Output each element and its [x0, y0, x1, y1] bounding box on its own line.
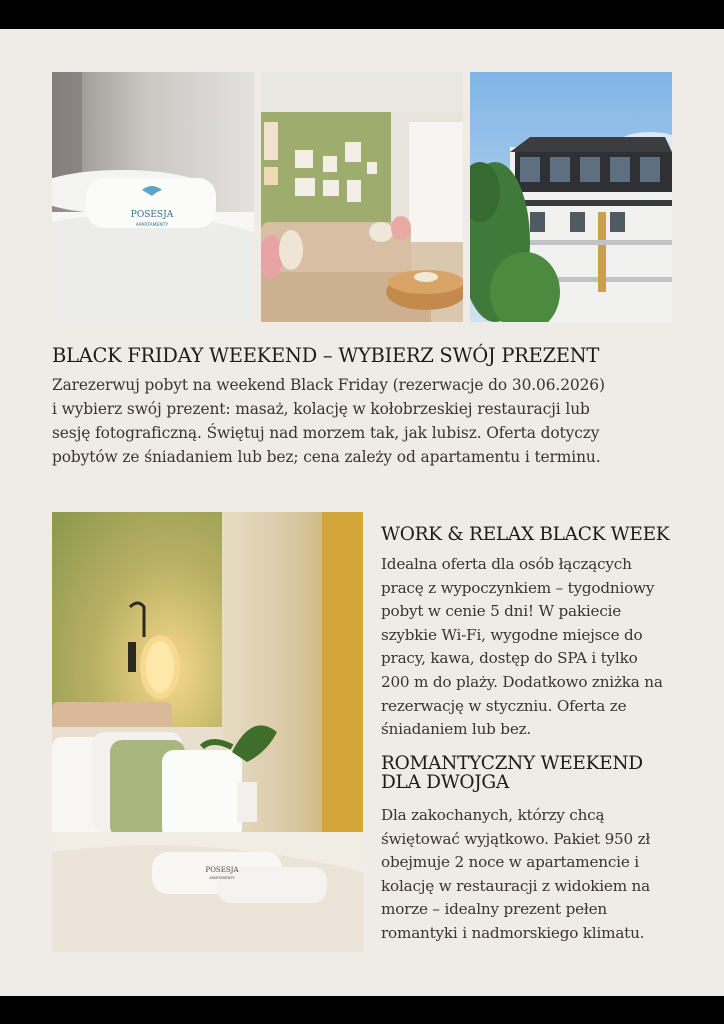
romantic-weekend-title [381, 754, 643, 792]
work-relax-line: 200 m do plaży. Dodatkowo zniżka na [381, 672, 663, 691]
work-relax-title: WORK & RELAX BLACK WEEK [381, 524, 670, 545]
work-relax-line: śniadaniem lub bez. [381, 720, 532, 739]
work-relax-line: rezerwację w styczniu. Oferta ze [381, 696, 627, 715]
romantic-line: kolację w restauracji z widokiem na [381, 876, 650, 895]
work-relax-line: pracę z wypoczynkiem – tygodniowy [381, 578, 655, 597]
bedroom-photo [52, 512, 363, 952]
romantic-line: Dla zakochanych, którzy chcą [381, 806, 605, 824]
black-friday-line: i wybierz swój prezent: masaż, kolację w kołobrzeskiej restauracji lub [52, 400, 590, 418]
living-room-photo [261, 72, 463, 322]
black-friday-title: BLACK FRIDAY WEEKEND – WYBIERZ SWÓJ PREZENT [52, 344, 600, 367]
romantic-title-line: ROMANTYCZNY WEEKEND [381, 753, 643, 774]
building-photo [470, 72, 672, 322]
towels-photo [52, 72, 254, 322]
romantic-line: morze – idealny prezent pełen [381, 900, 607, 919]
work-relax-line: szybkie Wi-Fi, wygodne miejsce do [381, 625, 643, 644]
work-relax-line: Idealna oferta dla osób łączących [381, 555, 632, 573]
romantic-title-line: DLA DWOJGA [381, 772, 509, 793]
work-relax-description [381, 553, 711, 742]
work-relax-line: pobyt w cenie 5 dni! W pakiecie [381, 602, 622, 621]
towel-logo-subtext: APARTAMENTY [135, 223, 169, 228]
romantic-line: obejmuje 2 noce w apartamencie i [381, 853, 639, 872]
black-friday-description [52, 373, 672, 469]
black-friday-line: sesję fotograficzną. Świętuj nad morzem tak, jak lubisz. Oferta dotyczy [52, 424, 600, 442]
bottom-black-bar [0, 996, 724, 1024]
towel-logo-text: POSESJA [130, 210, 174, 220]
work-relax-line: pracy, kawa, dostęp do SPA i tylko [381, 649, 638, 668]
black-friday-line: Zarezerwuj pobyt na weekend Black Friday (rezerwacje do 30.06.2026) [52, 376, 605, 394]
romantic-line: romantyki i nadmorskiego klimatu. [381, 923, 645, 942]
towel-logo-subtext: APARTAMENTY [209, 876, 235, 880]
romantic-line: świętować wyjątkowo. Pakiet 950 zł [381, 829, 651, 848]
top-black-bar [0, 0, 724, 29]
towel-logo-text: POSESJA [205, 866, 239, 874]
black-friday-line: pobytów ze śniadaniem lub bez; cena zależy od apartamentu i terminu. [52, 448, 601, 466]
romantic-weekend-description [381, 804, 711, 946]
